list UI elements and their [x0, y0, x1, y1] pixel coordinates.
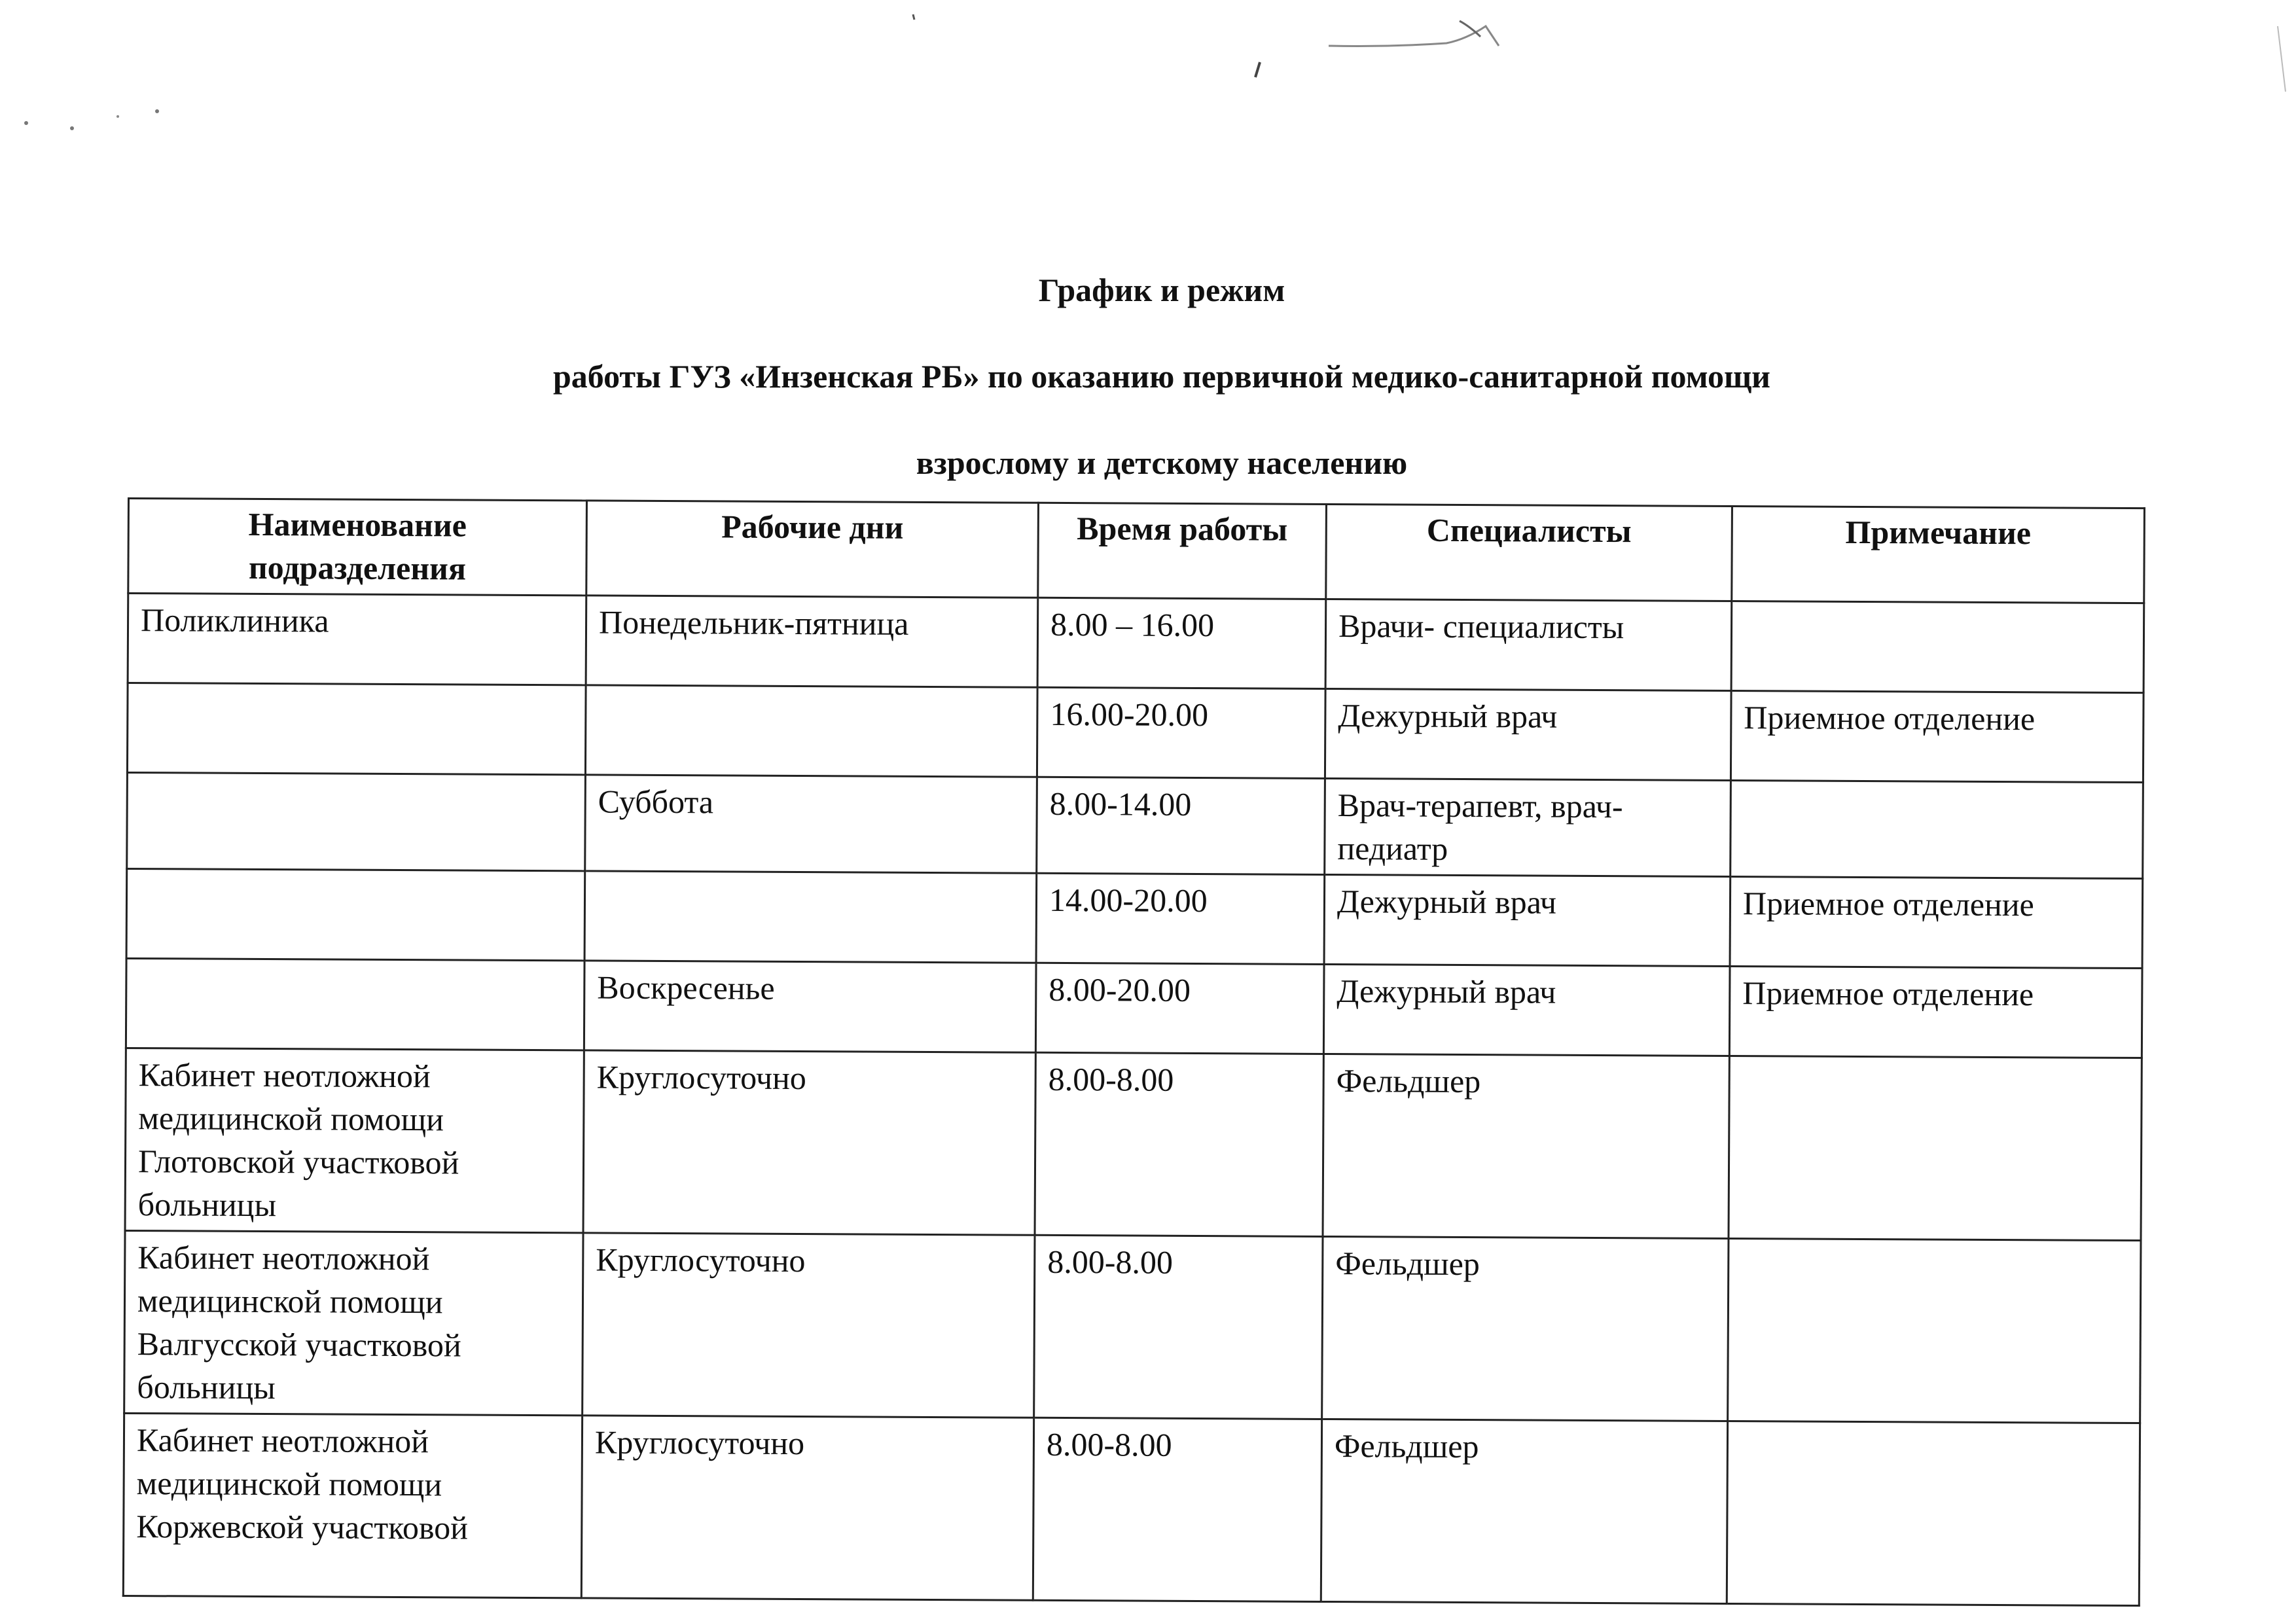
cell-specialists: Фельдшер: [1321, 1419, 1727, 1603]
cell-note: Приемное отделение: [1730, 876, 2143, 968]
table-header-row: [128, 499, 2145, 603]
cell-time: 16.00-20.00: [1037, 687, 1325, 778]
cell-department: Поликлиника: [128, 594, 586, 685]
cell-note: [1731, 601, 2144, 692]
cell-department: [127, 773, 586, 871]
table-row: [127, 683, 2144, 783]
cell-department: Кабинет неотложной медицинской помощи Глотовской участковой больницы: [125, 1048, 584, 1232]
header-note: Примечание: [1732, 506, 2145, 603]
cell-specialists: Фельдшер: [1323, 1054, 1729, 1238]
cell-days: Воскресенье: [584, 961, 1036, 1052]
cell-note: [1727, 1421, 2140, 1605]
cell-specialists: Дежурный врач: [1324, 874, 1731, 966]
cell-time: 14.00-20.00: [1036, 873, 1325, 964]
cell-specialists: Врачи- специалисты: [1325, 599, 1732, 690]
cell-days: Круглосуточно: [583, 1050, 1035, 1235]
table-row: [126, 958, 2142, 1058]
title-line-2: работы ГУЗ «Инзенская РБ» по оказанию первичной медико-санитарной помощи: [552, 358, 1770, 395]
scan-artifact-marks: [0, 0, 2296, 196]
cell-specialists: Фельдшер: [1322, 1236, 1729, 1421]
table-row: [124, 1230, 2141, 1423]
cell-department: Кабинет неотложной медицинской помощи Коржевской участковой: [123, 1413, 582, 1597]
cell-note: [1728, 1238, 2141, 1423]
cell-note: [1729, 1056, 2142, 1240]
cell-days: [585, 685, 1037, 777]
cell-note: Приемное отделение: [1731, 690, 2144, 782]
cell-days: Понедельник-пятница: [586, 596, 1038, 687]
cell-department: Кабинет неотложной медицинской помощи Валгусской участковой больницы: [124, 1230, 583, 1415]
table-row: [127, 773, 2144, 879]
title-line-1: График и режим: [1038, 272, 1285, 308]
cell-note: [1731, 780, 2144, 878]
cell-time: 8.00-8.00: [1033, 1418, 1321, 1601]
header-department: Наименование подразделения: [128, 499, 587, 596]
schedule-table: [122, 497, 2145, 1607]
table-row: [126, 869, 2143, 969]
header-days: Рабочие дни: [586, 501, 1039, 597]
cell-days: Круглосуточно: [583, 1233, 1035, 1418]
table-row: [125, 1048, 2142, 1240]
cell-department: [126, 958, 584, 1050]
cell-department: [127, 683, 586, 775]
table-row: [128, 594, 2144, 693]
header-time: Время работы: [1038, 503, 1327, 599]
cell-days: Суббота: [585, 775, 1037, 873]
cell-time: 8.00 – 16.00: [1037, 597, 1326, 688]
cell-days: [584, 871, 1037, 963]
table-row: [123, 1413, 2140, 1605]
header-specialists: Специалисты: [1326, 504, 1732, 601]
cell-specialists: Врач-терапевт, врач-педиатр: [1325, 778, 1731, 876]
document-title: [196, 268, 2127, 484]
cell-department: [126, 869, 585, 961]
cell-specialists: Дежурный врач: [1325, 688, 1731, 780]
cell-time: 8.00-8.00: [1034, 1235, 1323, 1419]
cell-time: 8.00-8.00: [1035, 1052, 1323, 1236]
cell-note: Приемное отделение: [1729, 966, 2142, 1058]
cell-time: 8.00-14.00: [1037, 777, 1325, 874]
cell-days: Круглосуточно: [581, 1416, 1033, 1600]
cell-time: 8.00-20.00: [1035, 963, 1324, 1054]
cell-specialists: Дежурный врач: [1323, 964, 1730, 1056]
title-line-3: взрослому и детскому населению: [916, 444, 1408, 481]
